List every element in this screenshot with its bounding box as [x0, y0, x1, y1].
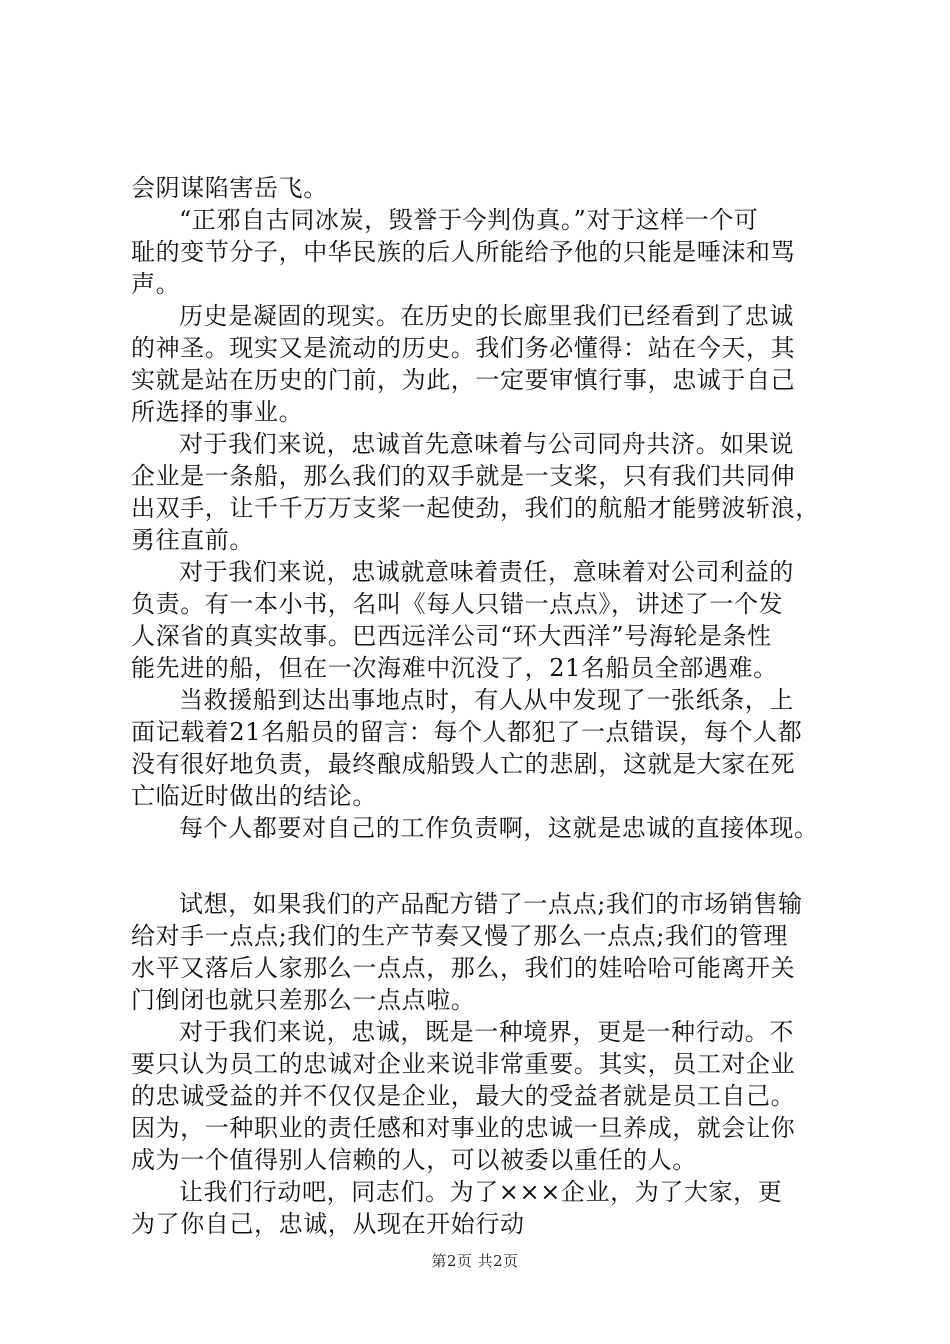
text-line: 水平又落后人家那么一点点，那么，我们的娃哈哈可能离开关 [131, 954, 796, 982]
paragraph [131, 684, 831, 812]
paragraph [131, 204, 831, 300]
paragraph-gap [131, 844, 831, 888]
text-line: 的神圣。现实又是流动的历史。我们务必懂得：站在今天，其 [131, 334, 796, 362]
page-footer: 第2页 共2页 [431, 1252, 519, 1270]
text-line: 对于我们来说，忠诚，既是一种境界，更是一种行动。不 [179, 1018, 794, 1046]
text-line: 勇往直前。 [131, 526, 254, 554]
text-line: 让我们行动吧，同志们。为了×××企业，为了大家，更 [179, 1178, 783, 1206]
text-line: 耻的变节分子，中华民族的后人所能给予他的只能是唾沫和骂 [131, 238, 796, 266]
document-body [131, 172, 831, 1240]
text-line: 门倒闭也就只差那么一点点啦。 [131, 986, 476, 1014]
text-line: 声。 [131, 270, 181, 298]
text-line: 试想，如果我们的产品配方错了一点点;我们的市场销售输 [179, 890, 803, 918]
text-line: 每个人都要对自己的工作负责啊，这就是忠诚的直接体现。 [179, 814, 819, 842]
text-line: 负责。有一本小书，名叫《每人只错一点点》，讲述了一个发 [131, 590, 784, 618]
paragraph [131, 556, 831, 684]
text-line: 企业是一条船，那么我们的双手就是一支桨，只有我们共同伸 [131, 462, 796, 490]
paragraph [131, 428, 831, 556]
text-line: 能先进的船，但在一次海难中沉没了，21名船员全部遇难。 [131, 654, 778, 682]
text-line: 成为一个值得别人信赖的人，可以被委以重任的人。 [131, 1146, 697, 1174]
text-line: 给对手一点点;我们的生产节奏又慢了那么一点点;我们的管理 [131, 922, 788, 950]
text-line: 历史是凝固的现实。在历史的长廊里我们已经看到了忠诚 [179, 302, 794, 330]
text-line: 对于我们来说，忠诚就意味着责任，意味着对公司利益的 [179, 558, 794, 586]
paragraph [131, 1016, 831, 1176]
text-line: 出双手，让千千万万支桨一起使劲，我们的航船才能劈波斩浪， [131, 494, 820, 522]
text-line: 所选择的事业。 [131, 398, 304, 426]
text-line: 为了你自己，忠诚，从现在开始行动 [131, 1210, 525, 1238]
paragraph [131, 812, 831, 844]
text-line: 的忠诚受益的并不仅仅是企业，最大的受益者就是员工自己。 [131, 1082, 796, 1110]
paragraph [131, 300, 831, 428]
paragraph [131, 1176, 831, 1240]
text-line: 人深省的真实故事。巴西远洋公司“环大西洋”号海轮是条性 [131, 622, 772, 650]
text-line: 实就是站在历史的门前，为此，一定要审慎行事，忠诚于自己 [131, 366, 796, 394]
text-line: 没有很好地负责，最终酿成船毁人亡的悲剧，这就是大家在死 [131, 750, 796, 778]
text-line: 当救援船到达出事地点时，有人从中发现了一张纸条，上 [179, 686, 794, 714]
paragraph [131, 172, 831, 204]
text-line: 亡临近时做出的结论。 [131, 782, 377, 810]
paragraph [131, 888, 831, 1016]
text-line: 对于我们来说，忠诚首先意味着与公司同舟共济。如果说 [179, 430, 794, 458]
text-line: 会阴谋陷害岳飞。 [131, 174, 328, 202]
text-line: 面记载着21名船员的留言：每个人都犯了一点错误，每个人都 [131, 718, 803, 746]
text-line: “正邪自古同冰炭，毁誉于今判伪真。”对于这样一个可 [179, 206, 759, 234]
text-line: 因为，一种职业的责任感和对事业的忠诚一旦养成，就会让你 [131, 1114, 796, 1142]
text-line: 要只认为员工的忠诚对企业来说非常重要。其实，员工对企业 [131, 1050, 796, 1078]
